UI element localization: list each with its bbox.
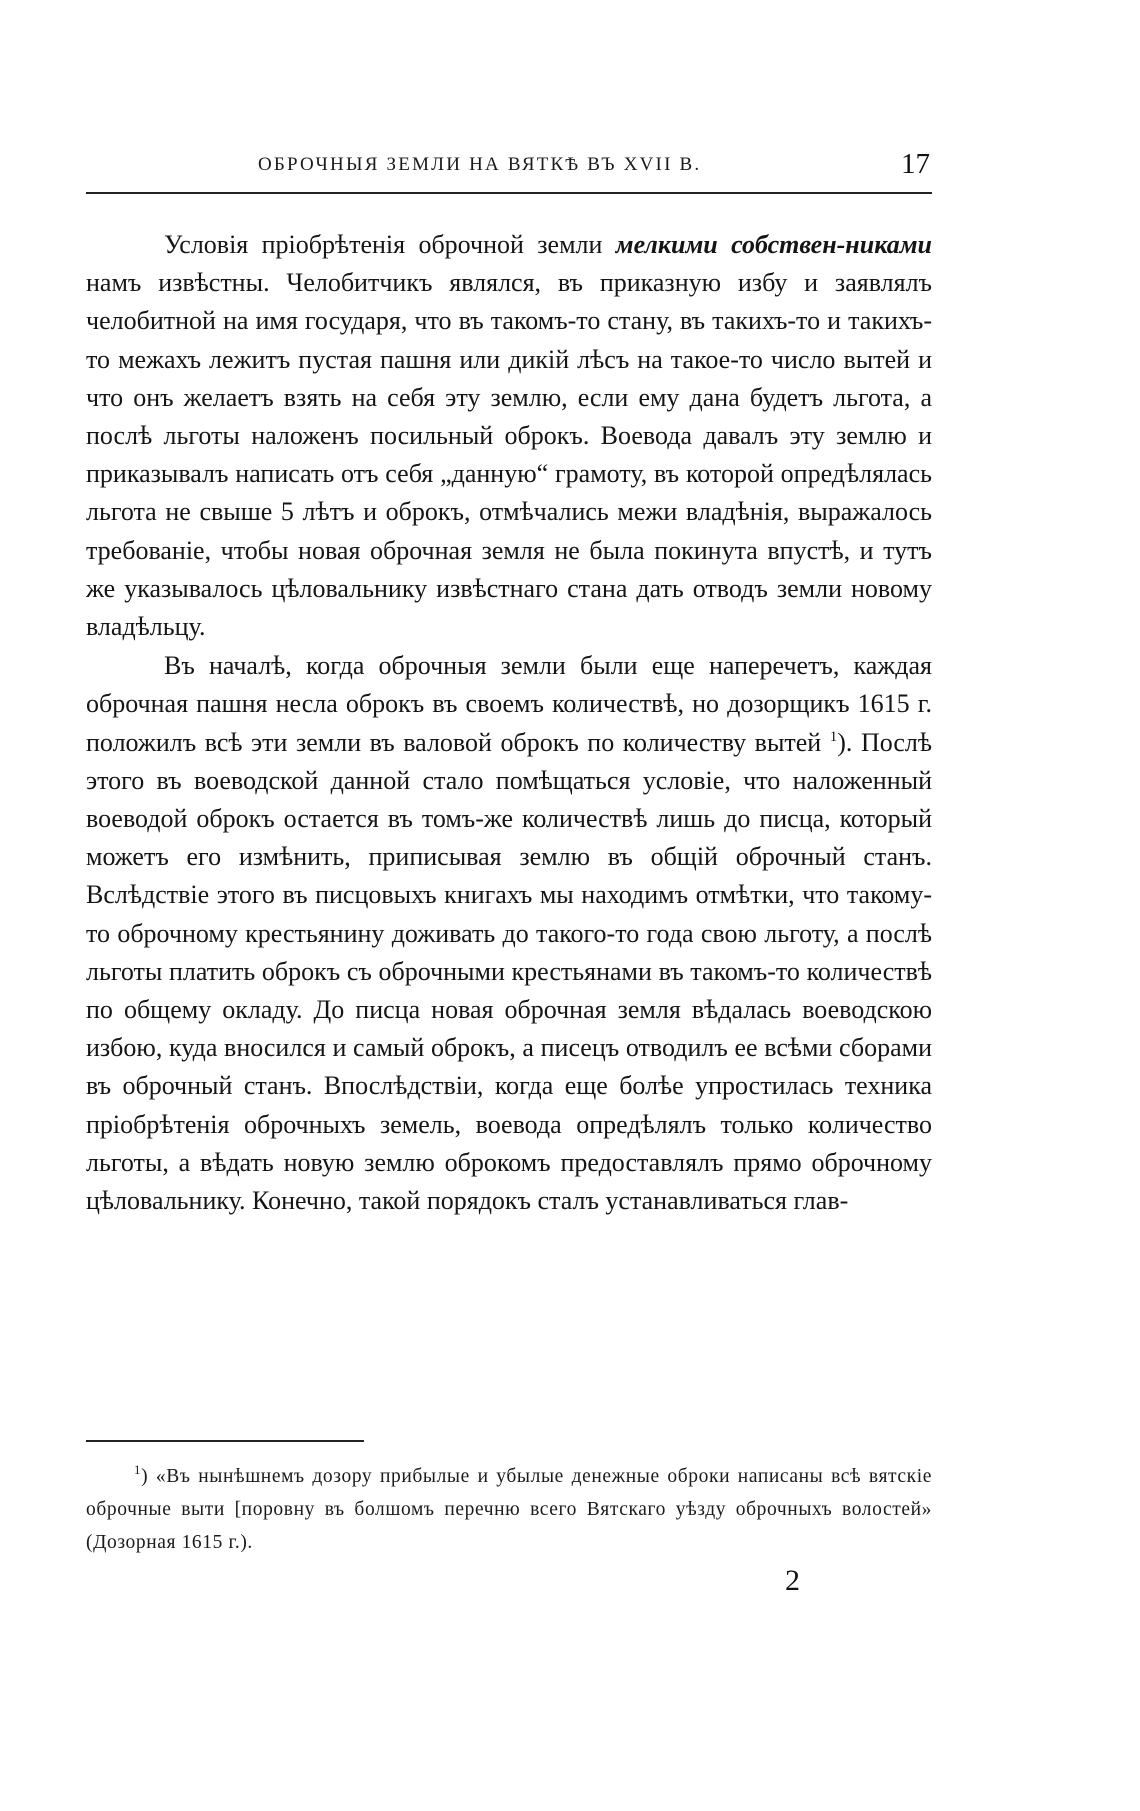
- footnote: 1) «Въ нынѣшнемъ дозору прибылые и убылые денежные оброки написаны всѣ вятскіе оброчные выти [поровну въ болшомъ перечню всего Вятскаго уѣзду оброчныхъ волостей» (Дозорная 1615 г.).: [86, 1462, 932, 1553]
- paragraph-2-rest: ). Послѣ этого въ воеводской данной стало помѣщаться условіе, что наложенный воеводой оброкъ остается въ томъ-же количествѣ лишь до писца, который можетъ его измѣнить, приписывая землю въ общій оброчный станъ. Вслѣдствіе этого въ писцовыхъ книгахъ мы находимъ отмѣтки, что такому-то оброчному крестьянину доживать до такого-то года свою льготу, а послѣ льготы платить оброкъ съ оброчными крестьянами въ такомъ-то количествѣ по общему окладу. До писца новая оброчная земля вѣдалась воеводскою избою, куда вносился и самый оброкъ, а писецъ отводилъ ее всѣми сборами въ оброчный станъ. Впослѣдствіи, когда еще болѣе упростилась техника пріобрѣтенія оброчныхъ земель, воевода опредѣлялъ только количество льготы, а вѣдать новую землю оброкомъ предоставлялъ прямо оброчному цѣловальнику. Конечно, такой порядокъ сталъ устанавливаться глав-: [86, 727, 933, 1216]
- running-head: [88, 148, 930, 188]
- signature-mark: 2: [785, 1564, 800, 1597]
- header-rule: [86, 192, 932, 194]
- paragraph-2-start: Въ началѣ, когда оброчныя земли были еще наперечетъ, каждая оброчная пашня несла оброкъ въ своемъ количествѣ, но дозорщикъ 1615 г. положилъ всѣ эти земли въ валовой оброкъ по количеству вытей: [86, 651, 932, 757]
- body-text: [86, 226, 932, 1220]
- paragraph-1: [86, 226, 932, 646]
- italic-phrase: мелкими собствен-никами: [615, 230, 933, 259]
- footnote-rule: [86, 1440, 364, 1442]
- page-number: 17: [901, 148, 930, 180]
- paragraph-2: [86, 647, 932, 1220]
- footnote-text: ) «Въ нынѣшнемъ дозору прибылые и убылые денежные оброки написаны всѣ вятскіе оброчные выти [поровну въ болшомъ перечню всего Вятскаго уѣзду оброчныхъ волостей» (Дозорная 1615 г.).: [86, 1466, 932, 1553]
- running-title: ОБРОЧНЫЯ ЗЕМЛИ НА ВЯТКѢ ВЪ XVII В.: [258, 154, 702, 175]
- paragraph-1-rest: намъ извѣстны. Челобитчикъ являлся, въ приказную избу и заявлялъ челобитной на имя государя, что въ такомъ-то стану, въ такихъ-то и такихъ-то межахъ лежитъ пустая пашня или дикій лѣсъ на такое-то число вытей и что онъ желаетъ взять на себя эту землю, если ему дана будетъ льгота, а послѣ льготы наложенъ посильный оброкъ. Воевода давалъ эту землю и приказывалъ написать отъ себя „данную“ грамоту, въ которой опредѣлялась льгота не свыше 5 лѣтъ и оброкъ, отмѣчались межи владѣнія, выражалось требованіе, чтобы новая оброчная земля не была покинута впустѣ, и тутъ же указывалось цѣловальнику извѣстнаго стана дать отводъ земли новому владѣльцу.: [86, 268, 932, 642]
- footnote-reference: 1: [829, 728, 838, 745]
- paragraph-1-start: Условія пріобрѣтенія оброчной земли: [164, 230, 616, 259]
